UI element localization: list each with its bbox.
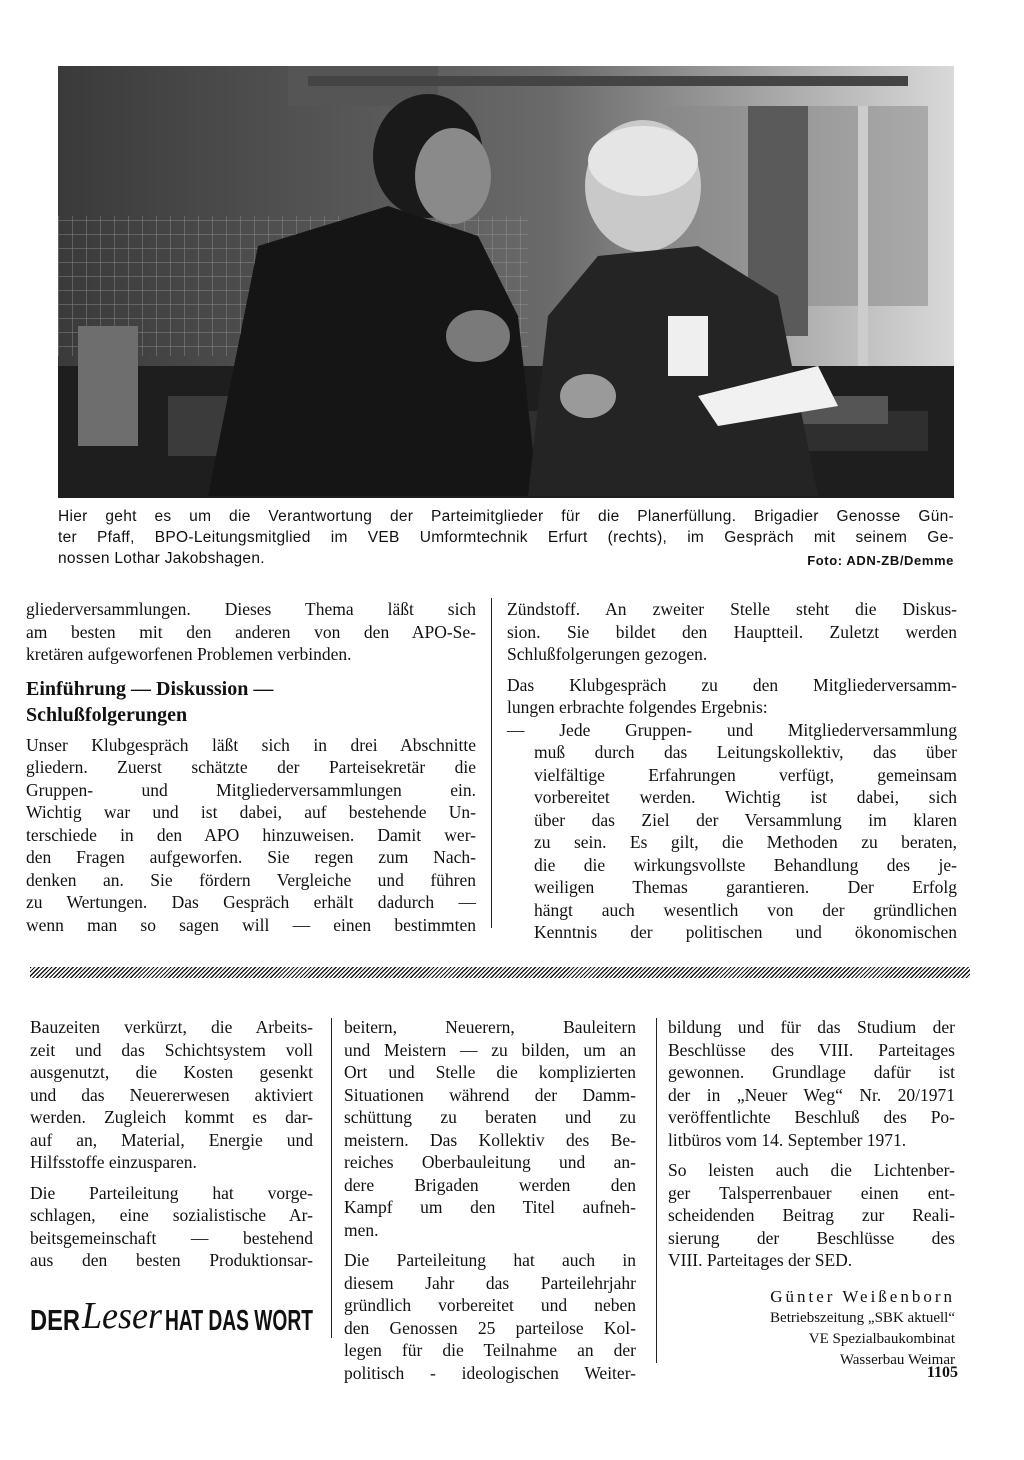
text-line: diesem Jahr das Parteilehrjahr [344, 1272, 636, 1293]
text-line: — Jede Gruppen- und Mitgliederversammlung [507, 719, 957, 740]
text-line: litbüros vom 14. September 1971. [668, 1129, 907, 1150]
text-line: politisch - ideologischen Weiter- [344, 1362, 636, 1383]
text-line: vielfältige Erfahrungen verfügt, gemeinsam [534, 764, 957, 785]
text-line: Schlußfolgerungen gezogen. [507, 644, 708, 664]
text-line: auf an, Material, Energie und [30, 1129, 313, 1150]
upper-right-column [507, 598, 957, 944]
section-divider [30, 967, 970, 978]
page-number: 1105 [926, 1364, 958, 1381]
heading-line: Schlußfolgerungen [26, 703, 188, 726]
text-line: Kampf um den Titel aufneh- [344, 1197, 636, 1217]
lower-column-a [30, 1016, 313, 1272]
heading-line: Einführung — Diskussion — [26, 677, 274, 700]
column-divider [656, 1018, 657, 1363]
text-line: den Fragen aufgeworfen. Sie regen zum Nach- [26, 847, 476, 867]
column-logo-graphic [30, 1290, 314, 1338]
text-line: zeit und das Schichtsystem voll [30, 1039, 313, 1060]
affiliation-line: VE Spezialbaukombinat [808, 1331, 955, 1347]
text-line: beitern, Neuerern, Bauleitern [344, 1017, 636, 1037]
lower-column-c [668, 1016, 955, 1371]
text-line: weiligen Themas garantieren. Der Erfolg [534, 877, 957, 897]
text-line: Die Parteileitung hat vorge- [30, 1182, 313, 1203]
text-line: Ort und Stelle die komplizierten [344, 1062, 636, 1082]
text-line: meistern. Das Kollektiv des Be- [344, 1129, 636, 1150]
text-line: hängt auch wesentlich von der gründlichen [534, 899, 957, 920]
text-line: muß durch das Leitungskollektiv, das über [534, 742, 957, 762]
caption-line: nossen Lothar Jakobshagen. [58, 550, 265, 567]
text-line: werden. Zugleich kommt es dar- [30, 1107, 313, 1127]
text-line: Wichtig war und ist dabei, auf bestehende Un- [26, 802, 476, 822]
text-line: gliedern. Zuerst schätzte der Parteisekretär die [26, 757, 476, 777]
text-line: sierung der Beschlüsse des [668, 1227, 955, 1248]
photo-image [58, 66, 954, 498]
photo [58, 66, 954, 498]
text-line: am besten mit den anderen von den APO-Se- [26, 621, 476, 642]
text-line: dere Brigaden werden den [344, 1174, 636, 1195]
text-line: Das Klubgespräch zu den Mitgliederversamm- [507, 674, 957, 695]
text-line: schüttung zu beraten und zu [344, 1107, 636, 1127]
text-line: Kenntnis der politischen und ökonomischen [534, 922, 957, 942]
column-divider [491, 598, 492, 928]
caption-line: Hier geht es um die Verantwortung der Parteimitglieder für die Planerfüllung. Brigadier Genosse Gün- [58, 508, 954, 525]
text-line: Gruppen- und Mitgliederversammlungen ein. [26, 779, 476, 800]
logo-text-der: DER [30, 1305, 81, 1337]
column-logo [30, 1290, 314, 1338]
photo-credit: Foto: ADN-ZB/Demme [807, 553, 954, 568]
text-line: Hilfsstoffe einzusparen. [30, 1152, 197, 1172]
text-line: aus den besten Produktionsar- [30, 1250, 313, 1270]
text-line: und das Neuererwesen aktiviert [30, 1084, 313, 1105]
text-line: Beschlüsse des VIII. Parteitages [668, 1039, 955, 1060]
text-line: terschiede in den APO hinzuweisen. Damit wer- [26, 824, 476, 845]
list-item [507, 719, 957, 944]
text-line: Die Parteileitung hat auch in [344, 1250, 636, 1270]
text-line: Unser Klubgespräch läßt sich in drei Abschnitte [26, 734, 476, 755]
author-affiliation [668, 1308, 955, 1371]
text-line: men. [344, 1219, 379, 1240]
text-line: der in „Neuer Weg“ Nr. 20/1971 [668, 1084, 955, 1105]
text-line: gliederversammlungen. Dieses Thema läßt sich [26, 599, 476, 619]
column-divider [331, 1018, 332, 1338]
lower-column-b [344, 1016, 636, 1384]
text-line: bildung und für das Studium der [668, 1017, 955, 1037]
section-heading [26, 676, 476, 728]
text-line: über das Ziel der Versammlung im klaren [534, 809, 957, 830]
text-line: scheidenden Beitrag zur Reali- [668, 1205, 955, 1225]
text-line: und Meistern — zu bilden, um an [344, 1039, 636, 1060]
text-line: Bauzeiten verkürzt, die Arbeits- [30, 1017, 313, 1037]
text-line: kretären aufgeworfenen Problemen verbinden. [26, 644, 352, 664]
text-line: die die wirkungsvollste Behandlung des je- [534, 854, 957, 875]
text-line: denken an. Sie fördern Vergleiche und führen [26, 869, 476, 890]
text-line: ausgenutzt, die Kosten gesenkt [30, 1062, 313, 1082]
text-line: schlagen, eine sozialistische Ar- [30, 1205, 313, 1225]
caption-line: ter Pfaff, BPO-Leitungsmitglied im VEB Umformtechnik Erfurt (rechts), im Gespräch mit seinem Ge- [58, 529, 954, 546]
upper-left-column [26, 598, 476, 936]
text-line: legen für die Teilnahme an der [344, 1340, 636, 1360]
text-line: zu sein. Es gilt, die Methoden zu beraten, [534, 832, 957, 852]
text-line: den Genossen 25 parteilose Kol- [344, 1317, 636, 1338]
text-line: ger Talsperrenbauer einen ent- [668, 1182, 955, 1203]
affiliation-line: Wasserbau Weimar [839, 1352, 955, 1368]
text-line: VIII. Parteitages der SED. [668, 1250, 853, 1270]
text-line: veröffentlichte Beschluß des Po- [668, 1107, 955, 1127]
author-signature: Günter Weißenborn [770, 1286, 955, 1306]
affiliation-line: Betriebszeitung „SBK aktuell“ [770, 1310, 955, 1326]
text-line: vorbereitet werden. Wichtig ist dabei, sich [534, 787, 957, 807]
text-line: reiches Oberbauleitung und an- [344, 1152, 636, 1172]
logo-text-leser: Leser [81, 1295, 163, 1337]
text-line: So leisten auch die Lichtenber- [668, 1160, 955, 1180]
text-line: zu Wertungen. Das Gespräch erhält dadurch — [26, 892, 476, 912]
text-line: gründlich vorbereitet und neben [344, 1295, 636, 1315]
text-line: Situationen während der Damm- [344, 1084, 636, 1105]
text-line: sion. Sie bildet den Hauptteil. Zuletzt werden [507, 621, 957, 642]
text-line: gewonnen. Grundlage dafür ist [668, 1062, 955, 1082]
text-line: beitsgemeinschaft — bestehend [30, 1227, 313, 1248]
text-line: Zündstoff. An zweiter Stelle steht die Diskus- [507, 599, 957, 619]
text-line: wenn man so sagen will — einen bestimmten [26, 914, 476, 935]
text-line: lungen erbrachte folgendes Ergebnis: [507, 697, 768, 717]
logo-text-hat-das-wort: HAT DAS WORT [165, 1305, 314, 1337]
